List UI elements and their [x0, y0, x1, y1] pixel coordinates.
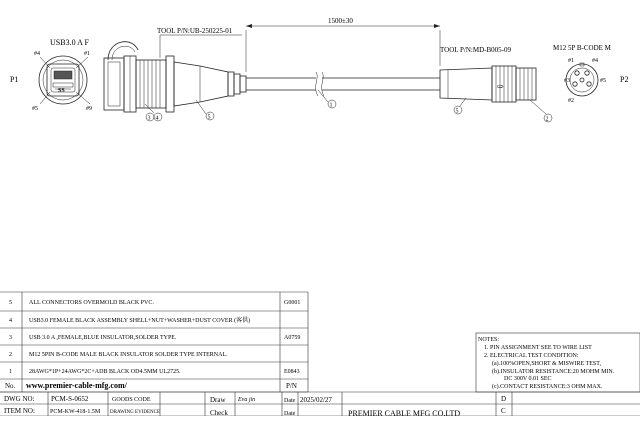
balloon-5-right: [454, 106, 462, 115]
bom-row-desc: USB3.0 FEMALE BLACK ASSEMBLY SHELL+NUT+WASHER+DUST COVER (客供): [29, 318, 251, 324]
notes-line: 2. ELECTRICAL TEST CONDITION:: [484, 353, 579, 359]
cable-body: [246, 72, 440, 96]
m12-pin-2: #2: [568, 98, 574, 104]
rev-c: C: [501, 407, 506, 415]
p1-label: P1: [10, 75, 19, 84]
m12-pin-5: #5: [600, 78, 606, 84]
tool-right-label: TOOL P/N:MD-B005-09: [440, 46, 511, 54]
bom-row-desc: USB 3.0 A ,FEMALE,BLUE INSULATOR,SOLDER TYPE.: [29, 335, 177, 341]
item-no-value: PCM-KW-418-1.5M: [50, 409, 101, 415]
goods-code-label: GOODS CODE: [112, 397, 151, 403]
balloon-1: [328, 100, 336, 109]
pin-label-1: #1: [84, 51, 90, 57]
draw-label: Draw: [210, 396, 226, 404]
svg-text:5: 5: [455, 108, 459, 115]
bom-row-desc: 28AWG*1P+24AWG*2C+ADB BLACK OD4.5MM UL2725.: [29, 369, 181, 375]
arrow-mark: ⇨: [497, 82, 504, 91]
draw-signature: Eva jin: [238, 397, 256, 403]
m12-pin-3: #3: [564, 78, 570, 84]
date-label: Date: [284, 398, 296, 404]
bom-header-url: www.premier-cable-mfg.com/: [26, 381, 127, 390]
bom-header-pn: P/N: [286, 382, 297, 390]
usb-label: USB3.0 A F: [50, 38, 89, 47]
notes-line: (a).100%OPEN,SHORT & MISWIRE TEST,: [492, 361, 601, 367]
bom-table: [0, 292, 308, 392]
svg-text:2: 2: [545, 116, 549, 123]
balloon-5-left: [206, 112, 214, 121]
notes-line: (c).CONTACT RESISTANCE:3 OHM MAX.: [492, 384, 603, 390]
svg-text:1: 1: [329, 102, 333, 109]
dwg-no-value: PCM-S-0652: [51, 395, 89, 403]
notes-line: DC 300V 0.01 SEC: [504, 376, 552, 382]
bom-row-desc: ALL CONNECTORS OVERMOLD BLACK PVC.: [29, 300, 154, 306]
notes-line: 1. PIN ASSIGNMENT SEE TO WIRE LIST: [484, 345, 592, 351]
check-label: Check: [210, 409, 228, 416]
p2-label: P2: [620, 75, 629, 84]
usb-panel-connector: [104, 42, 246, 112]
pin-label-4: #4: [34, 51, 40, 57]
pin-label-9: #9: [86, 106, 92, 112]
bom-row-no: 3: [9, 335, 12, 341]
bom-row-desc: M12 5PIN B-CODE MALE BLACK INSULATOR SOLDER TYPE INTERNAL.: [29, 352, 228, 358]
drawing-evidence-label: DRAWING EVIDENCE: [110, 410, 161, 415]
balloon-3: [146, 113, 154, 122]
bom-row-no: 2: [9, 352, 12, 358]
bom-row-no: 4: [9, 318, 12, 324]
company-name: PREMIER CABLE MFG CO.LTD: [348, 409, 461, 416]
date-value: 2025/02/27: [300, 396, 332, 404]
svg-text:5: 5: [207, 114, 211, 121]
notes-line: (b).INSULATOR RESISTANCE:20 MOHM MIN.: [492, 369, 615, 375]
dimension-line: [246, 24, 440, 72]
m12-connector: [440, 66, 536, 102]
m12-label: M12 5P B-CODE M: [553, 44, 611, 52]
dwg-no-label: DWG NO:: [4, 395, 35, 403]
rev-d: D: [501, 395, 507, 403]
m12-front-view: [566, 63, 598, 96]
bom-row-no: 1: [9, 369, 12, 375]
m12-pin-1: #1: [568, 58, 574, 64]
item-no-label: ITEM NO:: [4, 407, 35, 415]
svg-text:3: 3: [147, 115, 151, 122]
bom-row-pn: A0759: [284, 335, 301, 341]
bom-row-pn: E0843: [284, 369, 300, 375]
bom-header-no: No.: [5, 382, 16, 390]
usb-logo: SS: [58, 88, 65, 94]
dimension-label: 1500±30: [328, 17, 353, 25]
svg-text:4: 4: [155, 115, 159, 122]
bom-row-pn: G0001: [284, 300, 301, 306]
m12-pin-4: #4: [592, 58, 598, 64]
date-label: Date: [284, 411, 296, 416]
balloon-2: [544, 114, 552, 123]
notes-title: NOTES:: [478, 337, 499, 343]
balloon-4: [154, 113, 162, 122]
tool-left-label: TOOL P/N:UB-250225-01: [157, 27, 233, 35]
pin-label-5: #5: [32, 106, 38, 112]
bom-row-no: 5: [9, 300, 12, 306]
